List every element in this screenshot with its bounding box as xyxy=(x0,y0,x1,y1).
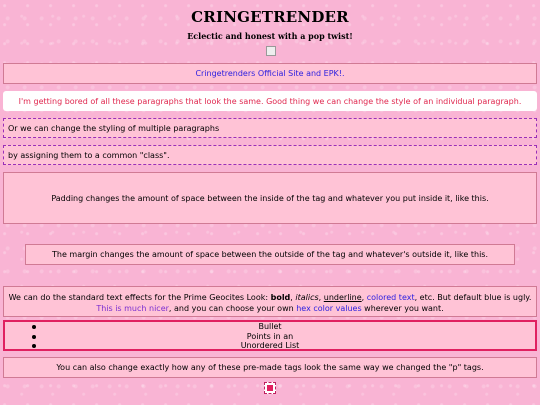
separator: , xyxy=(361,293,367,302)
styled-paragraph: I'm getting bored of all these paragraphs that look the same. Good thing we can change the style of an individual paragraph. xyxy=(3,91,537,111)
unordered-list-box xyxy=(3,320,537,351)
list-item-label: Unordered List xyxy=(240,341,300,350)
effects-end: wherever you want. xyxy=(361,304,444,313)
bullet-icon xyxy=(32,325,36,329)
site-link-container xyxy=(3,63,537,84)
italic-text: italics xyxy=(295,293,319,302)
effects-intro: We can do the standard text effects for the Prime Geocites Look: xyxy=(8,293,271,302)
separator: , xyxy=(318,293,324,302)
bullet-icon xyxy=(32,335,36,339)
colored-text: colored text xyxy=(366,293,415,302)
underlined-text: underline xyxy=(323,293,362,302)
custom-tags-paragraph: You can also change exactly how any of these pre-made tags look the same way we changed the "p" tags. xyxy=(3,357,537,378)
list-item-label: Bullet xyxy=(258,322,282,331)
official-site-link[interactable]: Cringetrenders Official Site and EPK!. xyxy=(195,69,345,78)
list-item xyxy=(5,341,535,351)
bold-text: bold xyxy=(270,293,291,302)
hex-color-link[interactable]: hex color values xyxy=(296,304,362,313)
class-paragraph-2: by assigning them to a common "class". xyxy=(3,145,537,165)
site-subtitle: Eclectic and honest with a pop twist! xyxy=(187,31,353,41)
separator: , xyxy=(290,293,296,302)
list-item xyxy=(5,322,535,332)
padding-paragraph: Padding changes the amount of space between the inside of the tag and whatever you put inside it, like this. xyxy=(3,172,537,224)
list-item-label: Points in an xyxy=(246,331,294,341)
effects-mid: , etc. But default blue is ugly. xyxy=(414,293,532,302)
site-title: CRINGETRENDER xyxy=(191,8,349,26)
bullet-icon xyxy=(32,344,36,348)
list-item xyxy=(5,332,535,342)
class-paragraph-1: Or we can change the styling of multiple paragraphs xyxy=(3,118,537,138)
effects-mid2: , and you can choose your own xyxy=(168,304,297,313)
site-badge-icon[interactable] xyxy=(264,382,276,394)
bullet-list xyxy=(5,322,535,351)
text-effects-paragraph xyxy=(3,286,537,317)
nicer-text: This is much nicer xyxy=(96,304,169,313)
margin-paragraph: The margin changes the amount of space between the outside of the tag and whatever's outside it, like this. xyxy=(25,244,515,265)
broken-image-icon xyxy=(266,46,276,56)
